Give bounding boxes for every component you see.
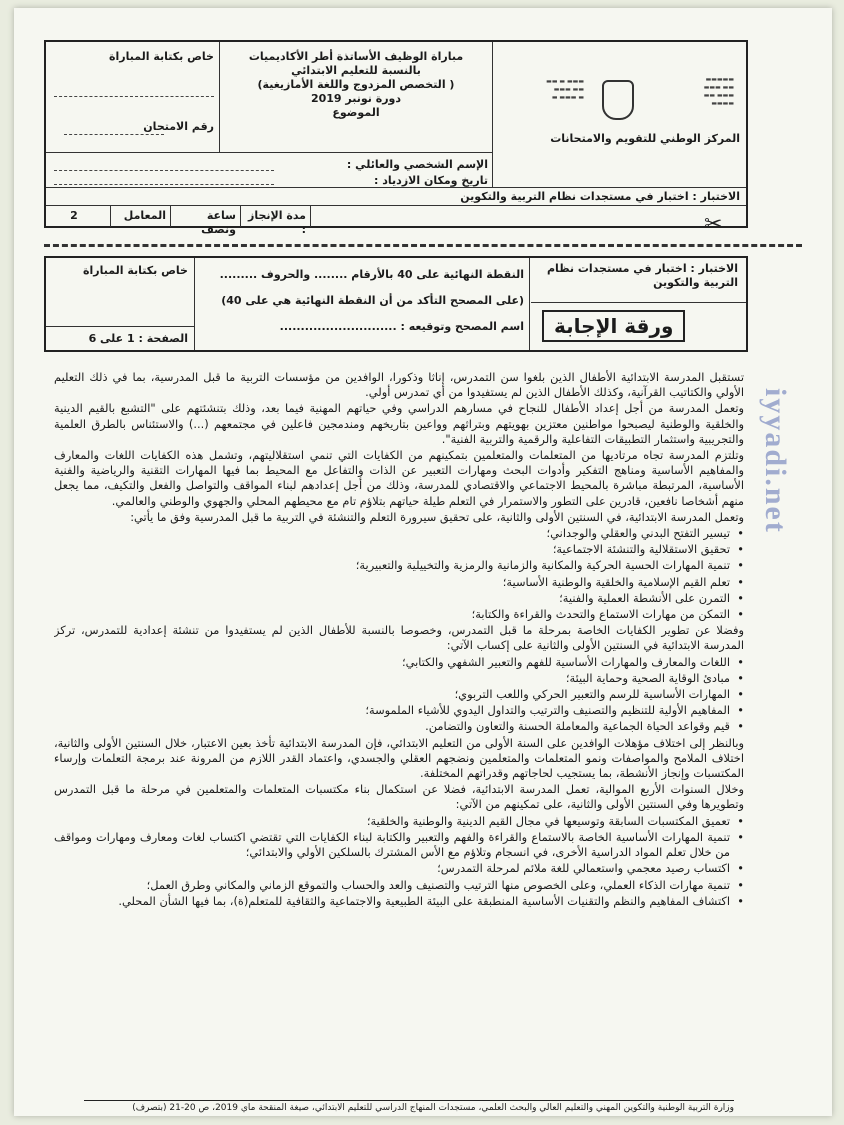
- answer-sheet-title: ورقة الإجابة: [542, 310, 685, 342]
- list-item: • اللغات والمعارف والمهارات الأساسية للفهم والتعبير الشفهي والكتابي؛: [54, 655, 744, 670]
- coef-value: 2: [70, 209, 78, 222]
- answer-test-label: الاختبار : اختبار في مستجدات نظام التربية والتكوين: [547, 262, 738, 289]
- exam-title-line-4: دورة نونبر 2019: [310, 92, 402, 105]
- document-body: [54, 370, 744, 1095]
- list-item: • تعميق المكتسبات السابقة وتوسيعها في مجال القيم الدينية والوطنية والخلقية؛: [54, 814, 744, 829]
- answer-reserved-label: خاص بكتابة المباراة: [83, 264, 188, 277]
- emblem-icon: [602, 80, 634, 120]
- corrector-line: اسم المصحح وتوقيعه : ............................: [279, 320, 524, 333]
- ministry-text: ▬▬▬▬▬ ▬▬ ▬▬▬ ▬▬▬ ▬▬ ▬▬▬▬: [703, 76, 734, 107]
- cut-line: [44, 244, 802, 247]
- list-item: • اكتساب رصيد معجمي واستعمالي للغة ملائم لمرحلة التمدرس؛: [54, 861, 744, 876]
- exam-number-label: رقم الامتحان: [143, 120, 214, 133]
- list-item: • التمرن على الأنشطة العملية والفنية؛: [54, 591, 744, 606]
- verify-line: (على المصحح التأكد من أن النقطة النهائية هي على 40): [221, 294, 524, 307]
- list-item: • المهارات الأساسية للرسم والتعبير الحركي واللعب التربوي؛: [54, 687, 744, 702]
- page-label: الصفحة : 1 على 6: [88, 332, 188, 345]
- coef-label: المعامل: [123, 209, 166, 222]
- test-label: الاختبار : اختبار في مستجدات نظام التربية والتكوين: [460, 190, 740, 203]
- list-item: • تنمية المهارات الأساسية الخاصة بالاستماع والقراءة والفهم والتعبير والكتابة لبناء الكفايات التي تقتضي اكتساب لغات ومعارف ومهارات ومواقف من خلال تعلم المواد الدراسية الأخرى، في انسجام وتلاؤم مع الأس المشترك بالسلكين الأولي والابتدائي؛: [54, 830, 744, 860]
- paragraph: وخلال السنوات الأربع الموالية، تعمل المدرسة الابتدائية، فضلا عن استكمال بناء مكتسبات المتعلمات والمتعلمين في مرحلة ما قبل التمدرس وتطويرها وفي السنتين الأولى والثانية، على تمكينهم من الآتي:: [54, 782, 744, 812]
- paragraph: وتعمل المدرسة من أجل إعداد الأطفال للنجاح في مسارهم الدراسي وفي حياتهم المهنية فيما بعد، وذلك بتنشئتهم على "التشبع بالقيم الدينية والخلقية والوطنية ليصبحوا مواطنين معتزين بهويتهم وبتراثهم وواعين بتاريخهم ومندمجين فاعلين في مجتمعهم (...) والاستئناس بالطرق العلمية والتجريبية واستثمار التطبيقات التفاعلية والرقمية والتربية الفنية".: [54, 401, 744, 446]
- exam-title-line-1: مباراة الوظيف الأساتذة أطر الأكاديميات: [248, 50, 464, 63]
- paragraph: وتلتزم المدرسة تجاه مرتاديها من المتعلمات والمتعلمين بتمكينهم من الكفايات التي تنمي استقلاليتهم، وتشمل هذه الكفايات اللغات والمعارف والمفاهيم الأساسية ومناهج التفكير وأدوات البحث ومهارات التعبير عن الذات والتفاعل مع المحيط بما فيها المهارات التقنية والرياضية والفنية الأساسية، المرتبطة مباشرة بالمحيط الاجتماعي والاقتصادي للمدرسة، وذلك من أجل إعدادهم لبناء المواقف والتواصل والفعل والتكيف، مما يجعل منهم أشخاصا نافعين، قادرين على التطور والاستمرار في التعلم طيلة حياتهم بتلاؤم تام مع محيطهم المحلي والجهوي والوطني والعالمي.: [54, 448, 744, 508]
- paragraph: تستقبل المدرسة الابتدائية الأطفال الذين بلغوا سن التمدرس، إناثا وذكورا، الوافدين من مؤسسات التربية ما قبل المدرسية، بما في ذلك التعليم الأولي والكتاتيب القرآنية، وكذلك الأطفال الذين لم يستفيدوا من أي تمدرس أولي.: [54, 370, 744, 400]
- scissors-icon: ✂: [704, 212, 723, 237]
- exam-title: [226, 50, 486, 120]
- duration-label: مدة الإنجاز :: [248, 209, 306, 236]
- reserved-label: خاص بكتابة المباراة: [109, 50, 214, 63]
- list-item: • قيم وقواعد الحياة الجماعية والمعاملة الحسنة والتعاون والتضامن.: [54, 719, 744, 734]
- duration-value: ساعة ونصف: [201, 209, 236, 236]
- exam-title-line-2: بالنسبة للتعليم الابتدائي: [291, 64, 421, 77]
- list-item: • تعلم القيم الإسلامية والخلقية والوطنية الأساسية؛: [54, 575, 744, 590]
- list-item: • تيسير التفتح البدني والعقلي والوجداني؛: [54, 526, 744, 541]
- paragraph: وبالنظر إلى اختلاف مؤهلات الوافدين على السنة الأولى من التعليم الابتدائي، فإن المدرسة الابتدائية تأخذ بعين الاعتبار، خلال السنتين الأولى والثانية، اختلاف الملامح والمواصفات ونمو المتعلمات والمتعلمين ونضجهم العقلي والجسدي، واعتماد القدر اللازم من المرونة عند برمجة التعلمات وإرساء المكتسبات وإنجاز الأنشطة، بما يستجيب لحاجاتهم وقدراتهم المختلفة.: [54, 735, 744, 781]
- list-item: • تحقيق الاستقلالية والتنشئة الاجتماعية؛: [54, 542, 744, 557]
- list-item: • اكتشاف المفاهيم والنظم والتقنيات الأساسية المنطبقة على البيئة الطبيعية والاجتماعية والثقافية للمتعلم(ة)، بما فيها الشأن المحلي.: [54, 894, 744, 909]
- paragraph: وتعمل المدرسة الابتدائية، في السنتين الأولى والثانية، على تحقيق سيرورة التعلم والتنشئة في التربية ما قبل المدرسية وفق ما يأتي:: [130, 509, 744, 524]
- list-item: • تنمية مهارات الذكاء العملي، وعلى الخصوص منها الترتيب والتصنيف والعد والحساب والتموقع الزماني والمكاني وطرق العمل؛: [54, 878, 744, 893]
- list-item: • مبادئ الوقاية الصحية وحماية البيئة؛: [54, 671, 744, 686]
- list-item: • تنمية المهارات الحسية الحركية والمكانية والزمانية والرمزية والتخييلية والتعبيرية؛: [54, 558, 744, 573]
- ministry-logo-text: ▬▬▬ ▬ ▬▬ ▬▬ ▬▬▬ ▬ ▬▬▬ ▬: [546, 78, 584, 101]
- exam-title-line-3: ( التخصص المزدوج واللغة الأمازيغية): [257, 78, 455, 91]
- name-label: الإسم الشخصي والعائلي :: [346, 158, 488, 171]
- birth-label: تاريخ ومكان الازدياد :: [374, 174, 488, 187]
- paragraph: وفضلا عن تطوير الكفايات الخاصة بمرحلة ما قبل التمدرس، وخصوصا بالنسبة للأطفال الذين لم يستفيدوا من تنشئة إعدادية للتمدرس، تركز المدرسة الابتدائية في السنتين الأولى والثانية على إكساب الآتي:: [54, 623, 744, 653]
- footer-source: وزارة التربية الوطنية والتكوين المهني والتعليم العالي والبحث العلمي، مستجدات المنهاج الدراسي للتعليم الابتدائي، صيغة المنقحة ماي 2019، ص 20-21 (بتصرف): [84, 1100, 734, 1113]
- watermark: iyyadi.net: [759, 388, 792, 534]
- center-label: المركز الوطني للتقويم والامتحانات: [550, 132, 740, 145]
- exam-title-line-5: الموضوع: [332, 106, 380, 119]
- score-line: النقطة النهائية على 40 بالأرقام ........ والحروف .........: [219, 268, 524, 281]
- exam-paper: [14, 8, 832, 1116]
- list-item: • المفاهيم الأولية للتنظيم والتصنيف والترتيب والتداول اليدوي للأشياء الملموسة؛: [54, 703, 744, 718]
- list-item: • التمكن من مهارات الاستماع والتحدث والقراءة والكتابة؛: [54, 607, 744, 622]
